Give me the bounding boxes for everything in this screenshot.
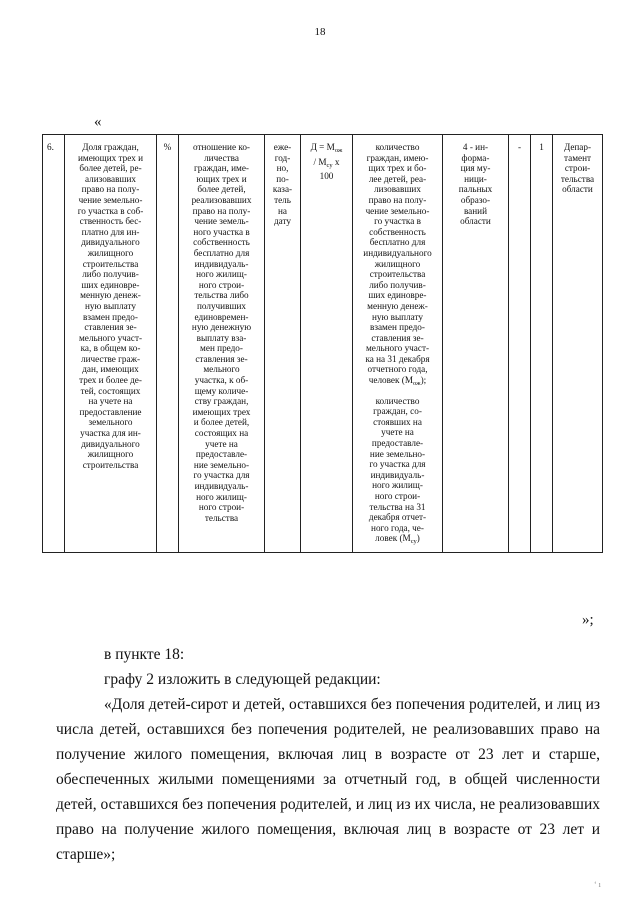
unit-cell: %: [157, 135, 179, 553]
opening-quote-mark: «: [94, 114, 102, 130]
indicator-name-cell: Доля граждан, имеющих трех и более детей, ре- ализовавших право на полу- чение земельно- го участка в соб- ственность бес- платно для ин- дивидуального жилищного строительства либо получив- ших единовре- менную денеж- ную выплату взамен предо- ставления зе- мельного участ- ка, в общем ко- личестве граж- дан, имеющих трех и более де- тей, состоящих на учете на предоставление земельного участка для ин- дивидуального жилищного строительства: [65, 135, 157, 553]
formula-middle: / М: [313, 156, 327, 167]
component-2: [355, 396, 440, 548]
component-1-end: );: [420, 375, 427, 386]
component-2-subscript: су: [410, 538, 417, 546]
value-one-cell: 1: [531, 135, 553, 553]
periodicity-cell: еже- год- но, по- каза- тель на дату: [265, 135, 301, 553]
paragraph-new-wording: «Доля детей-сирот и детей, оставшихся без попечения родителей, и лиц из числа детей, оставшихся без попечения родителей, не реализовавших право на получение жилого помещения, включая лиц в возрасте от 23 лет и старше, обеспеченных жилыми помещениями за отчетный год, в общей численности детей, оставшихся без попечения родителей, и лиц из их числа, не реализовавших право на получение жилого помещения, включая лиц в возрасте от 23 лет и старше»;: [56, 696, 600, 863]
component-1-subscript: ож: [413, 380, 421, 388]
components-cell: [353, 135, 443, 553]
paragraph-column-2-instruction: графу 2 изложить в следующей редакции:: [104, 671, 381, 688]
data-source-cell: 4 - ин- форма- ция му- ници- пальных образо- ваний области: [443, 135, 509, 553]
component-1: [355, 142, 440, 390]
responsible-cell: Депар- тамент строи- тельства области: [553, 135, 603, 553]
row-number-cell: 6.: [43, 135, 65, 553]
component-2-text: количество граждан, со- стоявших на учете на предоставле- ние земельно- го участка для индивидуаль- ного жилищ- ного строи- тельства на 31 декабря отчет- ного года, че- ловек (М: [368, 395, 427, 544]
definition-cell: отношение ко- личества граждан, име- ющих трех и более детей, реализовавших право на полу- чение земель- ного участка в собственность бесплатно для индивидуаль- ного жилищ- ного строи- тельства либо получивших единовремен- ную денежную выплату вза- мен предо- ставления зе- мельного участка, к об- щему количе- ству граждан, имеющих трех и более детей, состоящих на учете на предоставле- ние земельно- го участка для индивидуаль- ного жилищ- ного строи- тельства: [179, 135, 265, 553]
formula-suffix: х 100: [319, 156, 340, 182]
paragraph-point-18: в пункте 18:: [104, 646, 185, 663]
component-1-text: количество граждан, имею- щих трех и бо- лее детей, реа- лизовавших право на полу- чение земельно- го участка в собственность бесплатно для индивидуального жилищного строительства либо получив- ших единовре- менную денеж- ную выплату взамен предо- ставления зе- мельного участ- ка на 31 декабря отчетного года, человек (М: [363, 142, 432, 386]
corner-mark: ‘ ı: [594, 880, 601, 889]
indicator-table: [42, 134, 603, 553]
formula-subscript-1: ож: [334, 147, 343, 154]
formula-cell: [301, 135, 353, 553]
dash-cell: -: [509, 135, 531, 553]
component-2-end: ): [416, 533, 420, 544]
formula-prefix: Д = М: [310, 142, 335, 152]
table-row: [43, 135, 603, 553]
formula-subscript-2: су: [326, 161, 333, 169]
closing-quote-mark: »;: [582, 612, 594, 628]
page-number: 18: [314, 26, 326, 38]
